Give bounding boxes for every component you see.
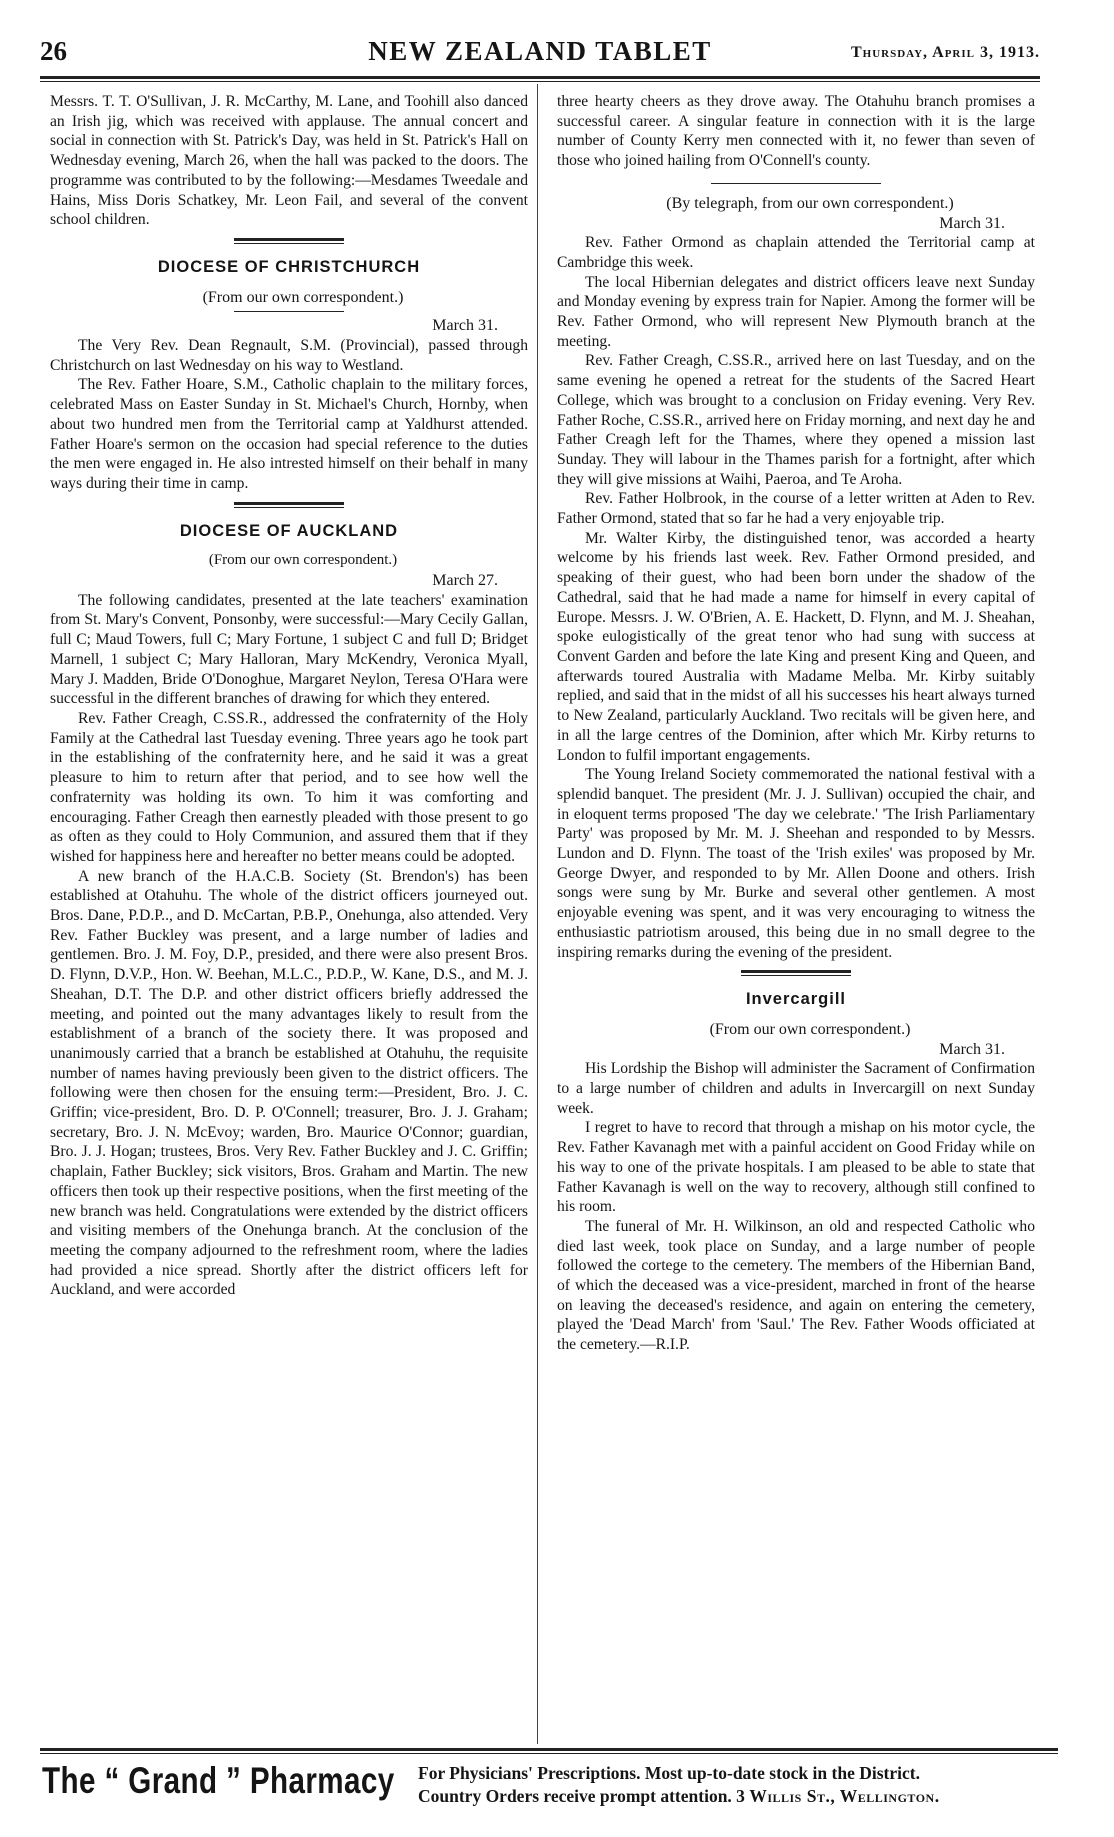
masthead-rule — [40, 76, 1040, 82]
christchurch-date: March 31. — [432, 317, 498, 335]
left-column — [50, 92, 528, 1300]
auckland-paragraph: A new branch of the H.A.C.B. Society (St. Brendon's) has been established at Otahuhu. The whole of the district officers journeyed out. Bros. Dane, P.D.P.., and D. McCartan, P.B.P., Onehunga, also attended. Very Rev. Father Buckley was present, and a large number of ladies and gentlemen. Bro. J. M. Foy, D.P., presided, and there were also present Bros. D. Flynn, D.V.P., Hon. W. Beehan, M.L.C., P.D.P., W. Kane, D.S., and M. J. Sheahan, D.T. The D.P. and other district officers briefly addressed the meeting, and pointed out the many advantages likely to result from the establishment of a branch of the society there. It was proposed and unanimously carried that a branch be established at Otahuhu, the requisite number of names having previously been given to the district officers. The following were then chosen for the ensuing term:—President, Bro. J. C. Griffin; vice-president, Bro. D. P. O'Connell; treasurer, Bro. J. J. Graham; secretary, Bro. J. N. McEvoy; warden, Bro. Maurice O'Connor; guardian, Bro. J. J. Hogan; trustees, Bros. Very Rev. Father Buckley and J. C. Griffin; chaplain, Father Buckley; sick visitors, Bros. Graham and Martin. The new officers then took up their respective positions, when the first meeting of the new branch was held. Congratulations were extended by the district officers and visiting members of the Onehunga branch. At the conclusion of the meeting the company adjourned to the refreshment room, where the ladies had provided a nice spread. Shortly after the district officers left for Auckland, and were accorded — [50, 867, 528, 1299]
invercargill-source: (From our own correspondent.) — [709, 1020, 911, 1038]
invercargill-heading: Invercargill — [745, 990, 847, 1009]
continuation-paragraph: three hearty cheers as they drove away. The Otahuhu branch promises a successful career. A singular feature in connection with it is the large number of County Kerry men connected with it, no fewer than seven of those who joined hailing from O'Connell's county. — [557, 93, 1035, 170]
telegraph-paragraph: Rev. Father Creagh, C.SS.R., arrived here on last Tuesday, and on the same evening he opened a retreat for the students of the Sacred Heart College, which was brought to a conclusion on Friday evening. Very Rev. Father Roche, C.SS.R., arrived here on Friday morning, and next day he and Father Creagh left for the Thames, where they opened a mission last Sunday. They will labour in the Thames parish for a fortnight, after which they will give missions at Waihi, Paeroa, and Te Aroha. — [557, 352, 1035, 488]
invercargill-date: March 31. — [939, 1040, 1005, 1058]
section-rule — [711, 183, 881, 184]
pharmacy-name: The “ Grand ” Pharmacy — [42, 1760, 395, 1801]
christchurch-source: (From our own correspondent.) — [202, 288, 404, 306]
auckland-paragraph: Rev. Father Creagh, C.SS.R., addressed the confraternity of the Holy Family at the Cathedral last Tuesday evening. Three years ago he took part in the establishing of the confraternity here, and he said it was a great pleasure to him to return after that period, and to see how well the confraternity was holding its own. To him it was comforting and encouraging. Father Creagh then earnestly pleaded with those present to go as often as they could to Holy Communion, and assured them that if they wished for happiness here and hereafter no better means could be adopted. — [50, 709, 528, 865]
issue-date: Thursday, April 3, 1913. — [850, 44, 1040, 61]
telegraph-date: March 31. — [939, 214, 1005, 232]
auckland-source: (From our own correspondent.) — [208, 552, 398, 569]
invercargill-paragraph: The funeral of Mr. H. Wilkinson, an old and respected Catholic who died last week, took place on Sunday, and a large number of people followed the cortege to the cemetery. The members of the Hibernian Band, of which the deceased was a vice-president, marched in front of the hearse on leaving the deceased's residence, and again on entering the cemetery, played the 'Dead March' from 'Saul.' The Rev. Father Woods officiated at the cemetery.—R.I.P. — [557, 1217, 1035, 1354]
advertisement-line-2 — [418, 1785, 1058, 1808]
telegraph-paragraph: The Young Ireland Society commemorated the national festival with a splendid banquet. The president (Mr. J. J. Sullivan) occupied the chair, and in eloquent terms proposed 'The day we celebrate.' 'The Irish Parliamentary Party' was proposed by Mr. M. J. Sheehan and responded to by Messrs. Lundon and D. Flynn. The toast of the 'Irish exiles' was proposed by Mr. George Dwyer, and responded to by Mr. Allen Doone and others. Irish songs were sung by Mr. Burke and several other gentlemen. A most enjoyable evening was spent, and it was very encouraging to witness the enthusiastic patriotism aroused, this being due in no small degree to the inspiring remarks during the evening of the president. — [557, 766, 1035, 961]
section-rule — [234, 238, 344, 244]
auckland-paragraph: The following candidates, presented at the late teachers' examination from St. Mary's Convent, Ponsonby, were successful:—Mary Cecily Gallan, full C; Maud Towers, full C; Mary Fortune, 1 subject C and full D; Bridget Marnell, 1 subject C; Mary Halloran, Mary McKendry, Veronica Myall, Mary J. Madden, Bride O'Donoghue, Margaret Neylon, Teresa O'Hara were successful in the different branches of drawing for which they entered. — [50, 591, 528, 708]
christchurch-heading: DIOCESE OF CHRISTCHURCH — [157, 257, 421, 276]
section-rule — [234, 502, 344, 508]
column-divider — [537, 84, 538, 1744]
page-number: 26 — [40, 36, 67, 66]
advertisement-address: Willis St., Wellington. — [749, 1786, 940, 1806]
intro-paragraph: Messrs. T. T. O'Sullivan, J. R. McCarthy, M. Lane, and Toohill also danced an Irish jig, which was received with applause. The annual concert and social in connection with St. Patrick's Day, was held in St. Patrick's Hall on Wednesday evening, March 26, when the hall was packed to the doors. The programme was contributed to by the following:—Mesdames Tweedale and Hains, Miss Doris Schatkey, Mr. Leon Fail, and several of the convent school children. — [50, 93, 528, 229]
telegraph-paragraph: The local Hibernian delegates and district officers leave next Sunday and Monday evening by express train for Napier. Among the former will be Rev. Father Ormond, who will represent New Plymouth branch at the meeting. — [557, 273, 1035, 350]
invercargill-paragraph: I regret to have to record that through a mishap on his motor cycle, the Rev. Father Kavanagh met with a painful accident on Good Friday while on his way to one of the private hospitals. I am pleased to be able to state that Father Kavanagh is well on the way to recovery, although still confined to his room. — [557, 1119, 1035, 1216]
invercargill-paragraph: His Lordship the Bishop will administer the Sacrament of Confirmation to a large number of children and adults in Invercargill on next Sunday week. — [557, 1060, 1035, 1117]
advertisement-copy — [418, 1762, 1058, 1808]
telegraph-paragraph: Rev. Father Holbrook, in the course of a letter written at Aden to Rev. Father Ormond, stated that so far he had a very enjoyable trip. — [557, 490, 1035, 528]
telegraph-source: (By telegraph, from our own correspondent.) — [666, 194, 954, 212]
christchurch-paragraph: The Very Rev. Dean Regnault, S.M. (Provincial), passed through Christchurch on last Wednesday on his way to Westland. — [50, 337, 528, 374]
source-rule — [234, 311, 344, 312]
right-column — [557, 92, 1035, 1355]
auckland-date: March 27. — [432, 572, 498, 590]
section-rule — [741, 970, 851, 976]
telegraph-paragraph: Mr. Walter Kirby, the distinguished tenor, was accorded a hearty welcome by his friends last week. Rev. Father Ormond presided, and speaking of their guest, who had been born under the shadow of the Cathedral, said that he had made a name for himself in every capital of Europe. Messrs. J. W. O'Brien, A. E. Hackett, D. Flynn, and M. J. Sheahan, spoke eulogistically of the great tenor who had sung with success at Convent Garden and before the late King and present King and Queen, and afterwards toured Australia with Madame Melba. Mr. Kirby suitably replied, and said that in the midst of all his successes his heart always turned to New Zealand, particularly Auckland. Two recitals will be given here, and in all the large centres of the Dominion, after which Mr. Kirby returns to London to fulfil important engagements. — [557, 529, 1035, 764]
auckland-heading: DIOCESE OF AUCKLAND — [179, 521, 399, 540]
telegraph-paragraph: Rev. Father Ormond as chaplain attended the Territorial camp at Cambridge this week. — [557, 234, 1035, 271]
newspaper-title: NEW ZEALAND TABLET — [368, 36, 712, 66]
advertisement-rule — [40, 1748, 1058, 1754]
christchurch-paragraph: The Rev. Father Hoare, S.M., Catholic chaplain to the military forces, celebrated Mass on Easter Sunday in St. Michael's Church, Hornby, when about two hundred men from the Territorial camp at Yaldhurst attended. Father Hoare's sermon on the occasion had special reference to the duties the men were engaged in. He also intrested himself on their behalf in many ways during their time in camp. — [50, 376, 528, 492]
advertisement-line-1: For Physicians' Prescriptions. Most up-to-date stock in the District. — [418, 1763, 920, 1783]
masthead — [40, 36, 1040, 76]
advertisement-orders-text: Country Orders receive prompt attention. 3 — [418, 1786, 745, 1806]
pharmacy-advertisement — [40, 1758, 1058, 1822]
